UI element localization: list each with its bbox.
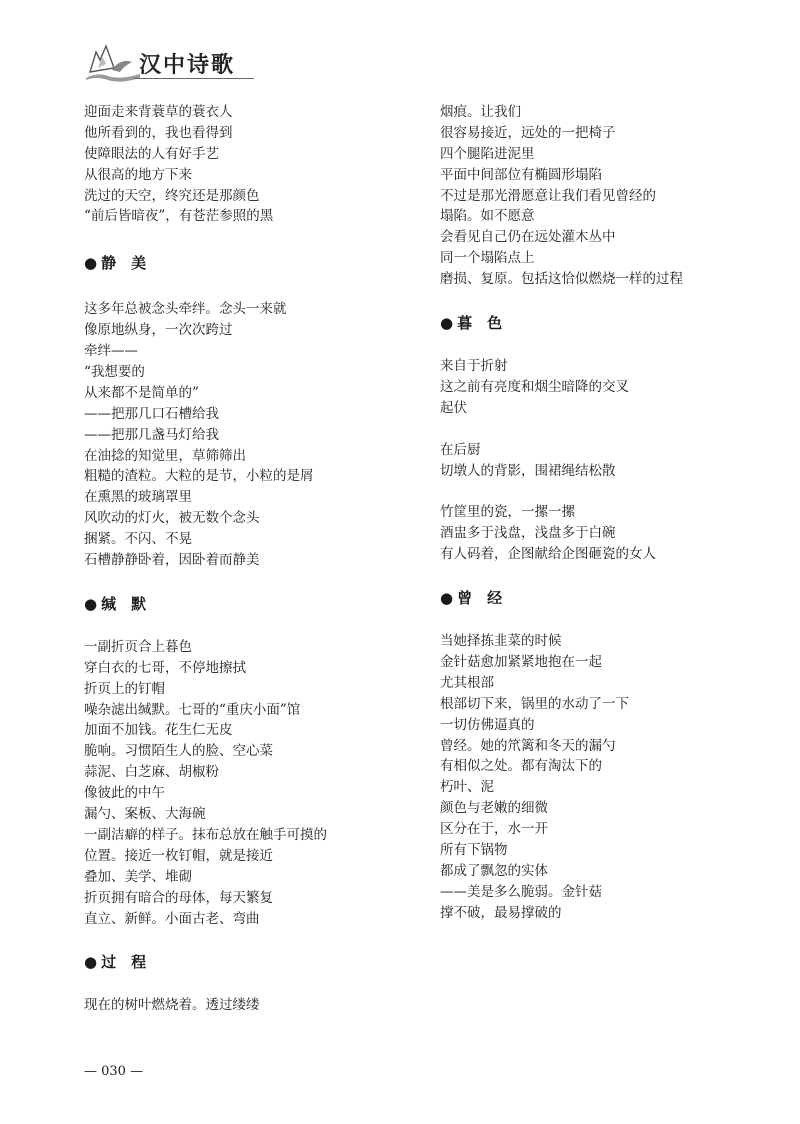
poem-line: 酒盅多于浅盘，浅盘多于白碗 (440, 525, 616, 542)
section-title-text: 曾 经 (457, 589, 503, 608)
poem-line: 风吹动的灯火，被无数个念头 (84, 510, 260, 527)
poem-line: 撑不破，最易撑破的 (440, 904, 562, 921)
poem-line: 牵绊—— (84, 343, 138, 360)
poem-line: 位置。接近一枚钉帽，就是接近 (84, 847, 273, 864)
section-title-text: 暮 色 (457, 314, 503, 333)
poem-line: 这之前有亮度和烟尘暗降的交叉 (440, 378, 629, 395)
poem-line: 使障眼法的人有好手艺 (84, 145, 219, 162)
poem-line: 像彼此的中午 (84, 785, 165, 802)
poem-line: 朽叶、泥 (440, 779, 494, 796)
poem-line: “我想要的 (84, 364, 145, 381)
header-rule (134, 78, 254, 79)
section-title (440, 311, 760, 335)
journal-title: 汉中诗歌 (139, 53, 236, 78)
poem-line: 从很高的地方下来 (84, 166, 192, 183)
poem-line: 不过是那光滑愿意让我们看见曾经的 (440, 187, 656, 204)
section-title (440, 586, 760, 610)
poem-line: 会看见自己仍在远处灌木丛中 (440, 229, 616, 246)
poem-line: 塌陷。如不愿意 (440, 208, 535, 225)
poem-line: 当她择拣韭菜的时候 (440, 633, 562, 650)
stanza-gap (84, 616, 404, 637)
stanza-gap (84, 974, 404, 995)
poem-line: 他所看到的，我也看得到 (84, 124, 233, 141)
stanza-gap (84, 275, 404, 299)
section-title (84, 592, 404, 616)
poem-line: ——把那几盏马灯给我 (84, 426, 219, 443)
poem-line: 洗过的天空，终究还是那颜色 (84, 187, 260, 204)
section-title (84, 251, 404, 275)
poem-line: 平面中间部位有椭圆形塌陷 (440, 166, 602, 183)
poem-line: 区分在于，水一开 (440, 821, 548, 838)
poem-line: 蒜泥、白芝麻、胡椒粉 (84, 764, 219, 781)
stanza-gap (84, 227, 404, 251)
page-number: — 030 — (84, 1064, 144, 1079)
poem-line: 有相似之处。都有淘汰下的 (440, 758, 602, 775)
poem-line: ——美是多么脆弱。金针菇 (440, 883, 602, 900)
poem-line: 尤其根部 (440, 674, 494, 691)
stanza-gap (84, 571, 404, 592)
poem-line: 折页拥有暗合的母体，每天繁复 (84, 889, 273, 906)
poem-line: 切墩人的背影，围裙绳结松散 (440, 462, 616, 479)
poem-line: 在后厨 (440, 441, 481, 458)
poem-line: 在油捻的知觉里，草筛筛出 (84, 447, 246, 464)
poem-line: 同一个塌陷点上 (440, 250, 535, 267)
poem-line: 颜色与老嫩的细微 (440, 800, 548, 817)
poem-line: 现在的树叶燃烧着。透过缕缕 (84, 997, 260, 1014)
poem-line: 一副洁癖的样子。抹布总放在触手可摸的 (84, 826, 327, 843)
bullet-icon: ● (84, 953, 98, 972)
poem-line: 折页上的钉帽 (84, 680, 165, 697)
poem-line: 一切仿佛逼真的 (440, 716, 535, 733)
bullet-icon: ● (440, 314, 454, 333)
poem-line: 噪杂滤出缄默。七哥的“重庆小面”馆 (84, 701, 301, 718)
poem-line: 漏勺、案板、大海碗 (84, 806, 206, 823)
poem-line: 一副折页合上暮色 (84, 638, 192, 655)
section-title-text: 过 程 (101, 953, 147, 972)
poem-line: 烟痕。让我们 (440, 104, 521, 120)
left-column (84, 102, 404, 1016)
poem-line: 曾经。她的笊篱和冬天的漏勺 (440, 737, 616, 754)
stanza-gap (440, 335, 760, 356)
poem-line: 捆紧。不闪、不晃 (84, 531, 192, 548)
stanza-gap (84, 929, 404, 950)
poem-line: 起伏 (440, 399, 467, 416)
poem-line: 有人码着，企图献给企图砸瓷的女人 (440, 546, 656, 563)
poem-line: 像原地纵身，一次次跨过 (84, 322, 233, 339)
poem-line: 石槽静静卧着，因卧着而静美 (84, 552, 260, 569)
poem-line: 叠加、美学、堆砌 (84, 868, 192, 885)
poem-line: 四个腿陷进泥里 (440, 145, 535, 162)
poem-line: 都成了飘忽的实体 (440, 862, 548, 879)
poem-line: 粗糙的渣粒。大粒的是节，小粒的是屑 (84, 468, 314, 485)
poem-line: “前后皆暗夜”，有苍茫参照的黑 (84, 208, 274, 225)
poem-line: 穿白衣的七哥，不停地擦拭 (84, 659, 246, 676)
bullet-icon: ● (84, 594, 98, 613)
stanza-gap (440, 481, 760, 502)
poem-line: 很容易接近，远处的一把椅子 (440, 124, 616, 141)
poem-line: 脆响。习惯陌生人的脸、空心菜 (84, 743, 273, 760)
bullet-icon: ● (84, 254, 98, 273)
section-title (84, 950, 404, 974)
poem-line: 迎面走来背蓑草的蓑衣人 (84, 104, 233, 120)
poem-line: 所有下锅物 (440, 842, 508, 859)
stanza-gap (440, 290, 760, 311)
poem-line: 从来都不是简单的” (84, 384, 199, 401)
poem-line: 磨损、复原。包括这恰似燃烧一样的过程 (440, 271, 683, 288)
poem-line: 直立、新鲜。小面古老、弯曲 (84, 910, 260, 927)
poem-line: 来自于折射 (440, 358, 508, 375)
journal-header (84, 38, 254, 82)
bullet-icon: ● (440, 589, 454, 608)
section-title-text: 缄 默 (101, 594, 147, 613)
poem-line: 竹筐里的瓷，一摞一摞 (440, 504, 575, 521)
right-column (440, 102, 760, 924)
section-title-text: 静 美 (101, 254, 147, 273)
poem-line: 金针菇愈加紧紧地抱在一起 (440, 654, 602, 671)
poem-line: 根部切下来，锅里的水动了一下 (440, 695, 629, 712)
mountain-logo-icon (84, 38, 144, 82)
stanza-gap (440, 610, 760, 631)
stanza-gap (440, 419, 760, 440)
poem-line: ——把那几口石槽给我 (84, 405, 219, 422)
poem-line: 在熏黑的玻璃罩里 (84, 489, 192, 506)
poem-line: 这多年总被念头牵绊。念头一来就 (84, 301, 287, 318)
stanza-gap (440, 565, 760, 586)
poem-line: 加面不加钱。花生仁无皮 (84, 722, 233, 739)
